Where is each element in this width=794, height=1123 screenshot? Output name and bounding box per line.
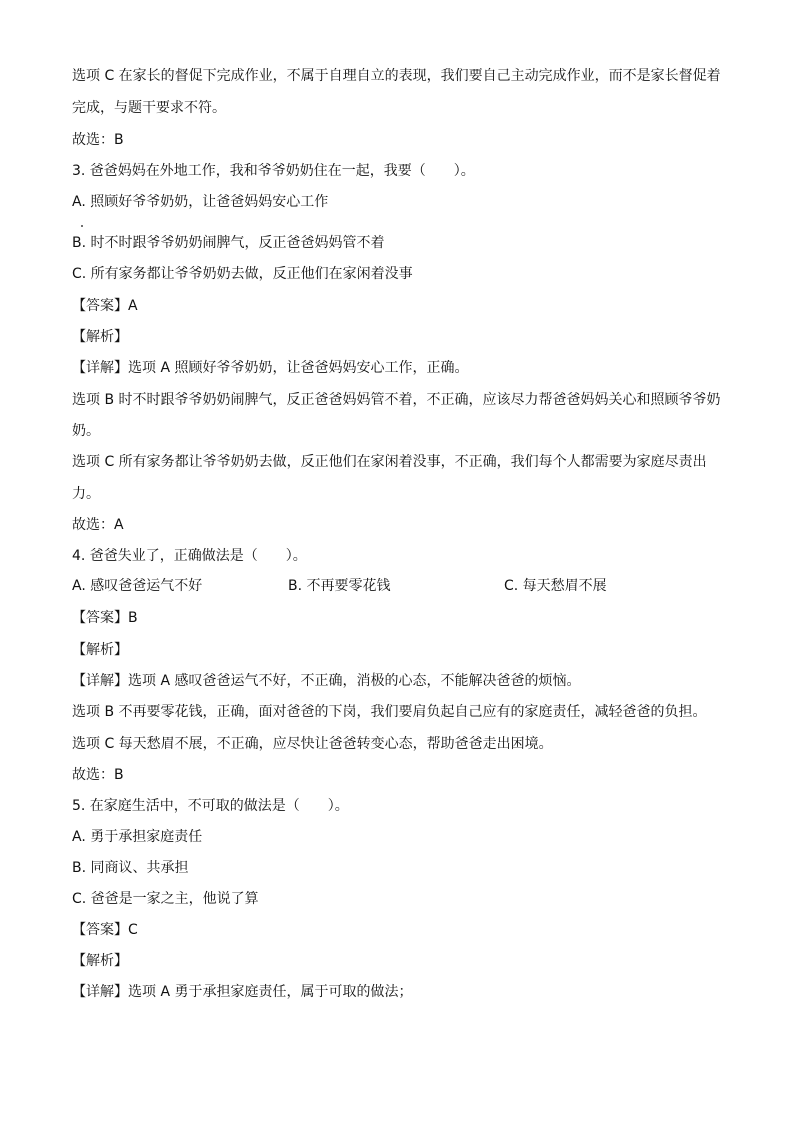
detail-line: 选项 C 每天愁眉不展，不正确，应尽快让爸爸转变心态，帮助爸爸走出困境。: [72, 736, 553, 752]
detail-line: 选项 B 时不时跟爷爷奶奶闹脾气，反正爸爸妈妈管不着，不正确，应该尽力帮爸爸妈妈关心和照顾爷爷奶: [72, 392, 721, 408]
detail-line: 奶。: [72, 423, 100, 439]
detail-line: 力。: [72, 486, 100, 502]
q4-options-row: [72, 576, 722, 596]
q5-option-a: A. 勇于承担家庭责任: [72, 829, 203, 845]
q3-option-c: C. 所有家务都让爷爷奶奶去做，反正他们在家闲着没事: [72, 266, 413, 282]
text-line: 完成，与题干要求不符。: [72, 100, 226, 116]
q4-option-c: C. 每天愁眉不展: [504, 578, 607, 594]
text-line: 故选：B: [72, 132, 124, 148]
text-line: 故选：B: [72, 767, 124, 783]
stray-dot: [81, 225, 83, 227]
question-3: 3. 爸爸妈妈在外地工作，我和爷爷奶奶住在一起，我要（ ）。: [72, 163, 475, 179]
q3-option-a: A. 照顾好爷爷奶奶，让爸爸妈妈安心工作: [72, 194, 329, 210]
detail-line: 【详解】选项 A 照顾好爷爷奶奶，让爸爸妈妈安心工作，正确。: [72, 360, 469, 376]
analysis-label: 【解析】: [72, 953, 128, 969]
text-line: 故选：A: [72, 517, 124, 533]
answer-label: 【答案】B: [72, 610, 138, 626]
detail-line: 【详解】选项 A 勇于承担家庭责任，属于可取的做法；: [72, 984, 413, 1000]
analysis-label: 【解析】: [72, 329, 128, 345]
q3-option-b: B. 时不时跟爷爷奶奶闹脾气，反正爸爸妈妈管不着: [72, 235, 385, 251]
q5-option-b: B. 同商议、共承担: [72, 860, 189, 876]
detail-line: 选项 B 不再要零花钱，正确，面对爸爸的下岗，我们要肩负起自己应有的家庭责任，减轻爸爸的负担。: [72, 704, 707, 720]
q4-option-b: B. 不再要零花钱: [288, 578, 391, 594]
detail-line: 【详解】选项 A 感叹爸爸运气不好，不正确，消极的心态，不能解决爸爸的烦恼。: [72, 673, 581, 689]
q5-option-c: C. 爸爸是一家之主，他说了算: [72, 891, 259, 907]
answer-label: 【答案】A: [72, 298, 138, 314]
text-line: 选项 C 在家长的督促下完成作业，不属于自理自立的表现，我们要自己主动完成作业，而不是家长督促着: [72, 68, 721, 84]
analysis-label: 【解析】: [72, 642, 128, 658]
question-4: 4. 爸爸失业了，正确做法是（ ）。: [72, 548, 307, 564]
detail-line: 选项 C 所有家务都让爷爷奶奶去做，反正他们在家闲着没事，不正确，我们每个人都需要为家庭尽责出: [72, 454, 707, 470]
question-5: 5. 在家庭生活中，不可取的做法是（ ）。: [72, 798, 349, 814]
answer-label: 【答案】C: [72, 922, 138, 938]
q4-option-a: A. 感叹爸爸运气不好: [72, 578, 203, 594]
